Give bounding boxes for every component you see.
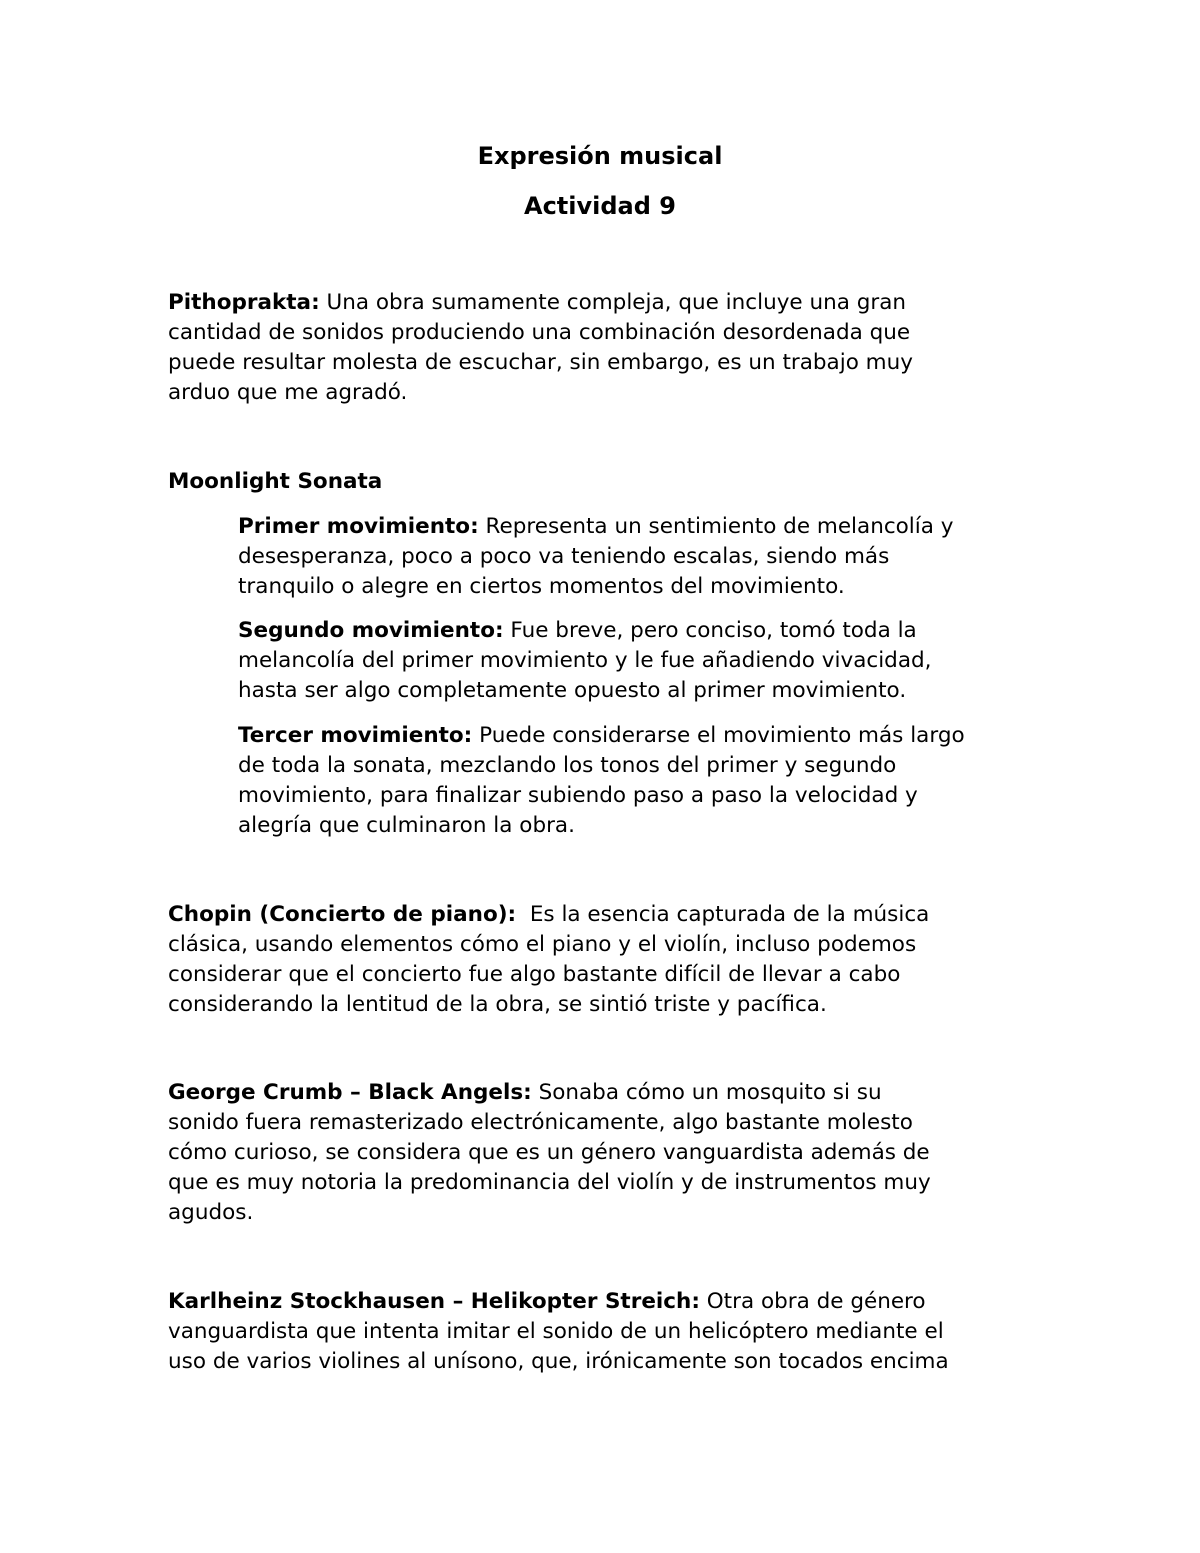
paragraph-line: hasta ser algo completamente opuesto al primer movimiento. bbox=[238, 678, 907, 703]
paragraph-text: Representa un sentimiento de melancolía y bbox=[478, 514, 954, 539]
paragraph-line: cómo curioso, se considera que es un género vanguardista además de bbox=[168, 1140, 930, 1165]
paragraph-label: Segundo movimiento: bbox=[238, 618, 504, 643]
document-subtitle: Actividad 9 bbox=[524, 192, 676, 220]
paragraph-line: alegría que culminaron la obra. bbox=[238, 813, 575, 838]
paragraph-label: Tercer movimiento: bbox=[238, 723, 473, 748]
paragraph-line: melancolía del primer movimiento y le fue añadiendo vivacidad, bbox=[238, 648, 932, 673]
document-title: Expresión musical bbox=[477, 142, 723, 170]
paragraph-line: movimiento, para finalizar subiendo paso a paso la velocidad y bbox=[238, 783, 918, 808]
paragraph-text: Puede considerarse el movimiento más largo bbox=[472, 723, 965, 748]
paragraph-line: agudos. bbox=[168, 1200, 254, 1225]
paragraph-line: considerando la lentitud de la obra, se sintió triste y pacífica. bbox=[168, 992, 827, 1017]
paragraph-line bbox=[168, 288, 1048, 318]
paragraph-line: desesperanza, poco a poco va teniendo escalas, siendo más bbox=[238, 544, 890, 569]
paragraph-line: arduo que me agradó. bbox=[168, 380, 408, 405]
paragraph-text: Es la esencia capturada de la música bbox=[516, 902, 930, 927]
paragraph-line bbox=[238, 512, 1058, 542]
paragraph-line: puede resultar molesta de escuchar, sin embargo, es un trabajo muy bbox=[168, 350, 913, 375]
paragraph-label: Chopin (Concierto de piano): bbox=[168, 902, 517, 927]
paragraph-chopin bbox=[168, 900, 1048, 1020]
paragraph-label: George Crumb – Black Angels: bbox=[168, 1080, 532, 1105]
paragraph-pithoprakta bbox=[168, 288, 1048, 408]
paragraph-line: sonido fuera remasterizado electrónicamente, algo bastante molesto bbox=[168, 1110, 913, 1135]
paragraph-text: Una obra sumamente compleja, que incluye una gran bbox=[319, 290, 907, 315]
paragraph-line: que es muy notoria la predominancia del violín y de instrumentos muy bbox=[168, 1170, 931, 1195]
paragraph-text: Otra obra de género bbox=[699, 1289, 926, 1314]
paragraph-line: considerar que el concierto fue algo bastante difícil de llevar a cabo bbox=[168, 962, 901, 987]
paragraph-line: tranquilo o alegre en ciertos momentos del movimiento. bbox=[238, 574, 845, 599]
paragraph-george-crumb bbox=[168, 1078, 1048, 1228]
paragraph-line: de toda la sonata, mezclando los tonos del primer y segundo bbox=[238, 753, 897, 778]
paragraph-text: Fue breve, pero conciso, tomó toda la bbox=[503, 618, 917, 643]
paragraph-line bbox=[168, 1078, 1048, 1108]
paragraph-text: Sonaba cómo un mosquito si su bbox=[531, 1080, 882, 1105]
paragraph-label: Pithoprakta: bbox=[168, 290, 320, 315]
paragraph-line: clásica, usando elementos cómo el piano y el violín, incluso podemos bbox=[168, 932, 917, 957]
paragraph-line: uso de varios violines al unísono, que, irónicamente son tocados encima bbox=[168, 1349, 949, 1374]
paragraph-line: vanguardista que intenta imitar el sonido de un helicóptero mediante el bbox=[168, 1319, 944, 1344]
paragraph-line: cantidad de sonidos produciendo una combinación desordenada que bbox=[168, 320, 911, 345]
paragraph-stockhausen bbox=[168, 1287, 1048, 1377]
paragraph-line bbox=[168, 1287, 1048, 1317]
paragraph-line bbox=[168, 900, 1048, 930]
section-heading-moonlight: Moonlight Sonata bbox=[168, 469, 383, 494]
paragraph-tercer-movimiento bbox=[238, 721, 1058, 841]
paragraph-line bbox=[238, 616, 1058, 646]
paragraph-primer-movimiento bbox=[238, 512, 1058, 602]
paragraph-label: Primer movimiento: bbox=[238, 514, 479, 539]
paragraph-line bbox=[238, 721, 1058, 751]
paragraph-segundo-movimiento bbox=[238, 616, 1058, 706]
paragraph-label: Karlheinz Stockhausen – Helikopter Streich: bbox=[168, 1289, 700, 1314]
